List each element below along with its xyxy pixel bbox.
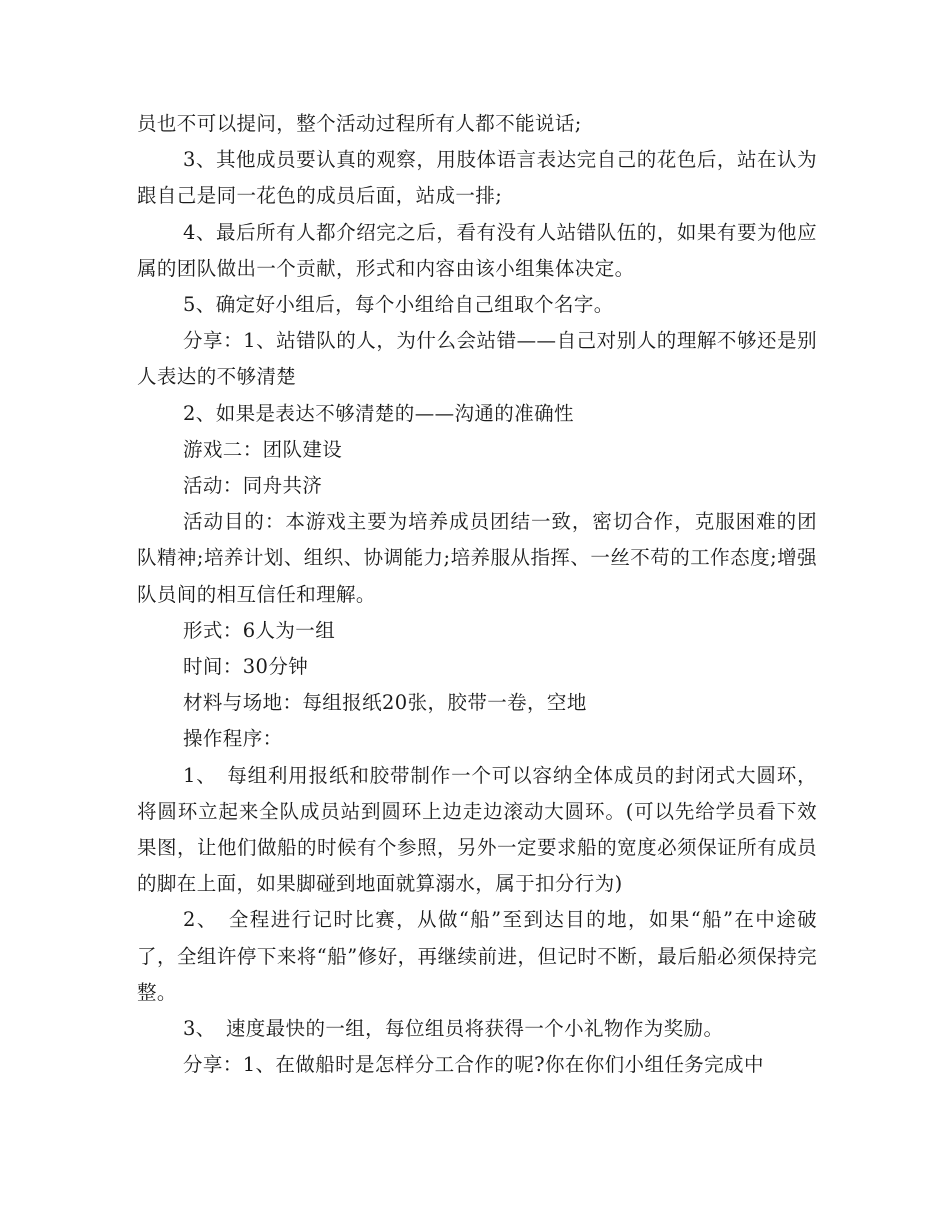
- paragraph-10: 形式：6人为一组: [183, 618, 336, 642]
- paragraph-1: 员也不可以提问，整个活动过程所有人都不能说话;: [137, 112, 582, 135]
- paragraph-9: 活动目的：本游戏主要为培养成员团结一致，密切合作，克服困难的团队精神;培养计划、组织、协调能力;培养服从指挥、一丝不苟的工作态度;增强队员间的相互信任和理解。: [137, 510, 817, 606]
- paragraph-13: 操作程序：: [183, 727, 283, 751]
- paragraph-6: 2、如果是表达不够清楚的——沟通的准确性: [183, 401, 574, 425]
- paragraph-12: 材料与场地：每组报纸20张，胶带一卷，空地: [183, 691, 587, 715]
- paragraph-15: 2、 全程进行记时比赛，从做“船”至到达目的地，如果“船”在中途破了，全组许停下来将“船”修好，再继续前进，但记时不断，最后船必须保持完整。: [137, 908, 817, 1004]
- paragraph-14: 1、 每组利用报纸和胶带制作一个可以容纳全体成员的封闭式大圆环，将圆环立起来全队成员站到圆环上边走边滚动大圆环。(可以先给学员看下效果图，让他们做船的时候有个参照，另外一定要求船的宽度必须保证所有成员的脚在上面，如果脚碰到地面就算溺水，属于扣分行为): [137, 763, 817, 896]
- document-body: [137, 106, 817, 1083]
- paragraph-8: 活动：同舟共济: [183, 474, 323, 498]
- paragraph-7: 游戏二：团队建设: [183, 437, 343, 461]
- paragraph-2: 3、其他成员要认真的观察，用肢体语言表达完自己的花色后，站在认为跟自己是同一花色的成员后面，站成一排;: [137, 148, 817, 208]
- paragraph-5: 分享：1、站错队的人，为什么会站错——自己对别人的理解不够还是别人表达的不够清楚: [137, 329, 817, 389]
- paragraph-17: 分享：1、在做船时是怎样分工合作的呢?你在你们小组任务完成中: [183, 1053, 764, 1077]
- paragraph-11: 时间：30分钟: [183, 655, 309, 679]
- paragraph-16: 3、 速度最快的一组，每位组员将获得一个小礼物作为奖励。: [183, 1017, 724, 1041]
- paragraph-3: 4、最后所有人都介绍完之后，看有没有人站错队伍的，如果有要为他应属的团队做出一个贡献，形式和内容由该小组集体决定。: [137, 220, 817, 280]
- paragraph-4: 5、确定好小组后，每个小组给自己组取个名字。: [183, 293, 614, 317]
